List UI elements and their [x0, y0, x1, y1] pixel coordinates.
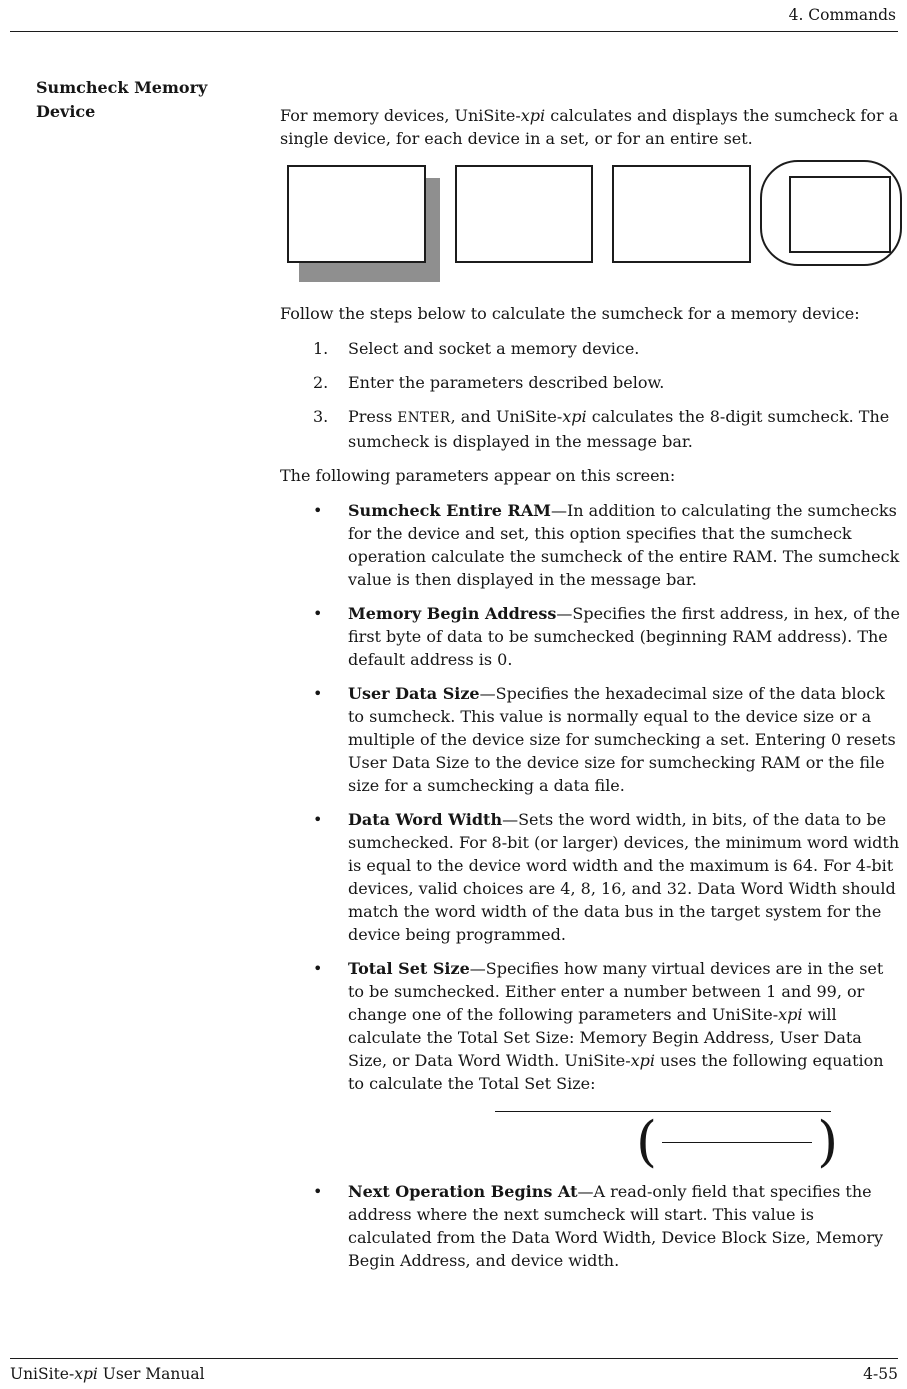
- bullet-marker: •: [313, 1182, 323, 1201]
- steps-list: [280, 337, 902, 453]
- page-content: [36, 76, 902, 1283]
- param-text: [348, 1180, 902, 1272]
- intro-paragraph: [280, 104, 902, 150]
- param-desc: Sets the word width, in bits, of the data to be sumchecked. For 8-bit (or larger) devices, the minimum word width is equal to the device word width and the maximum is 64. For 4-bit devices, valid choices are 4, 8, 16, and 32. Data Word Width should match the word width of the data bus in the target system for the device being programmed.: [348, 810, 900, 944]
- manual-title-run: User Manual: [97, 1365, 205, 1383]
- denominator-group: [636, 1110, 839, 1173]
- step-number: 2.: [313, 373, 329, 392]
- equation-figure: [280, 1106, 902, 1173]
- param-text: [348, 499, 902, 591]
- manual-title: [10, 1365, 205, 1383]
- step-number: 1.: [313, 339, 329, 358]
- param-dash: —: [479, 684, 496, 703]
- step-text-run: , and UniSite-: [450, 407, 563, 426]
- param-term: Data Word Width: [348, 810, 503, 829]
- param-term: Memory Begin Address: [348, 604, 557, 623]
- bullet-marker: •: [313, 501, 323, 520]
- intro-text: For memory devices, UniSite-: [280, 106, 521, 125]
- step-item-1: [280, 337, 902, 360]
- params-list: [280, 499, 902, 1095]
- step-text: [348, 405, 902, 453]
- param-term: User Data Size: [348, 684, 480, 703]
- param-item-data-word-width: [280, 808, 902, 946]
- param-desc-run: uses the following equation to calculate the Total Set Size:: [348, 1051, 884, 1093]
- device-rounded-icon: [760, 160, 902, 266]
- param-item-memory-begin-address: [280, 602, 902, 671]
- step-text: Enter the parameters described below.: [348, 373, 665, 392]
- bullet-marker: •: [313, 604, 323, 623]
- param-item-total-set-size: [280, 957, 902, 1095]
- param-dash: —: [577, 1182, 594, 1201]
- param-desc-run: Specifies how many virtual devices are in the set to be sumchecked. Either enter a number between 1 and 99, or change one of the following parameters and UniSite-: [348, 959, 884, 1024]
- product-name-italic: xpi: [74, 1365, 98, 1383]
- product-name-italic: xpi: [562, 407, 587, 426]
- param-dash: —: [556, 604, 573, 623]
- manual-title-run: UniSite-: [10, 1365, 75, 1383]
- icon-box: [287, 165, 426, 263]
- header-rule: [10, 31, 898, 32]
- param-item-next-operation-begins-at: [280, 1180, 902, 1272]
- enter-key-name: ENTER: [397, 410, 451, 426]
- product-name-italic: xpi: [778, 1005, 803, 1024]
- param-dash: —: [502, 810, 519, 829]
- param-text: [348, 682, 902, 797]
- step-text-run: calculates the 8-digit sumcheck. The sumcheck is displayed in the message bar.: [348, 407, 890, 451]
- param-dash: —: [550, 501, 567, 520]
- side-column: [36, 76, 280, 1283]
- bullet-marker: •: [313, 959, 323, 978]
- params-intro-paragraph: The following parameters appear on this screen:: [280, 466, 676, 485]
- steps-intro-paragraph: Follow the steps below to calculate the sumcheck for a memory device:: [280, 304, 860, 323]
- product-name-italic: xpi: [520, 106, 546, 125]
- param-text: [348, 602, 902, 671]
- inner-fraction-bar: [662, 1142, 812, 1143]
- device-box-icon: [612, 165, 751, 263]
- device-figure: [280, 162, 902, 288]
- param-dash: —: [469, 959, 486, 978]
- left-paren: (: [636, 1110, 658, 1173]
- step-text-run: Press: [348, 407, 398, 426]
- params-list-continued: [280, 1180, 902, 1272]
- param-text: [348, 808, 902, 946]
- param-term: Total Set Size: [348, 959, 470, 978]
- section-title: 4. Commands: [788, 6, 896, 24]
- fraction-bar: [495, 1111, 831, 1112]
- device-box-with-shadow-icon: [287, 165, 440, 285]
- page-footer: [10, 1358, 898, 1383]
- main-column: [280, 76, 902, 1283]
- page-header: [10, 0, 898, 32]
- step-number: 3.: [313, 407, 329, 426]
- param-desc: A read-only field that specifies the address where the next sumcheck will start. This value is calculated from the Data Word Width, Device Block Size, Memory Begin Address, and device width.: [348, 1182, 884, 1270]
- param-term: Sumcheck Entire RAM: [348, 501, 551, 520]
- param-item-user-data-size: [280, 682, 902, 797]
- param-term: Next Operation Begins At: [348, 1182, 578, 1201]
- footer-row: [10, 1359, 898, 1383]
- step-text: Select and socket a memory device.: [348, 339, 640, 358]
- param-desc-run: will calculate the Total Set Size: Memory Begin Address, User Data Size, or Data Word Width. UniSite-: [348, 1005, 862, 1070]
- param-desc: Specifies the hexadecimal size of the data block to sumcheck. This value is normally equal to the device size or a multiple of the device size for sumchecking a set. Entering 0 resets User Data Size to the device size for sumchecking RAM or the file size for a sumchecking a data file.: [348, 684, 896, 795]
- icon-inner-rect: [789, 176, 891, 253]
- topic-heading: Sumcheck Memory Device: [36, 78, 208, 121]
- step-item-2: [280, 371, 902, 394]
- param-text: [348, 957, 902, 1095]
- bullet-marker: •: [313, 810, 323, 829]
- bullet-marker: •: [313, 684, 323, 703]
- page-number: 4-55: [863, 1365, 898, 1383]
- step-item-3: [280, 405, 902, 453]
- device-box-icon: [455, 165, 593, 263]
- product-name-italic: xpi: [630, 1051, 656, 1070]
- param-desc: In addition to calculating the sumchecks for the device and set, this option specifies that the sumcheck operation calculate the sumcheck of the entire RAM. The sumcheck value is then displayed in the message bar.: [348, 501, 900, 589]
- param-desc: Specifies the first address, in hex, of the first byte of data to be sumchecked (beginning RAM address). The default address is 0.: [348, 604, 900, 669]
- right-paren: ): [817, 1110, 839, 1173]
- intro-text: calculates and displays the sumcheck for a single device, for each device in a set, or for an entire set.: [280, 106, 899, 148]
- param-item-sumcheck-entire-ram: [280, 499, 902, 591]
